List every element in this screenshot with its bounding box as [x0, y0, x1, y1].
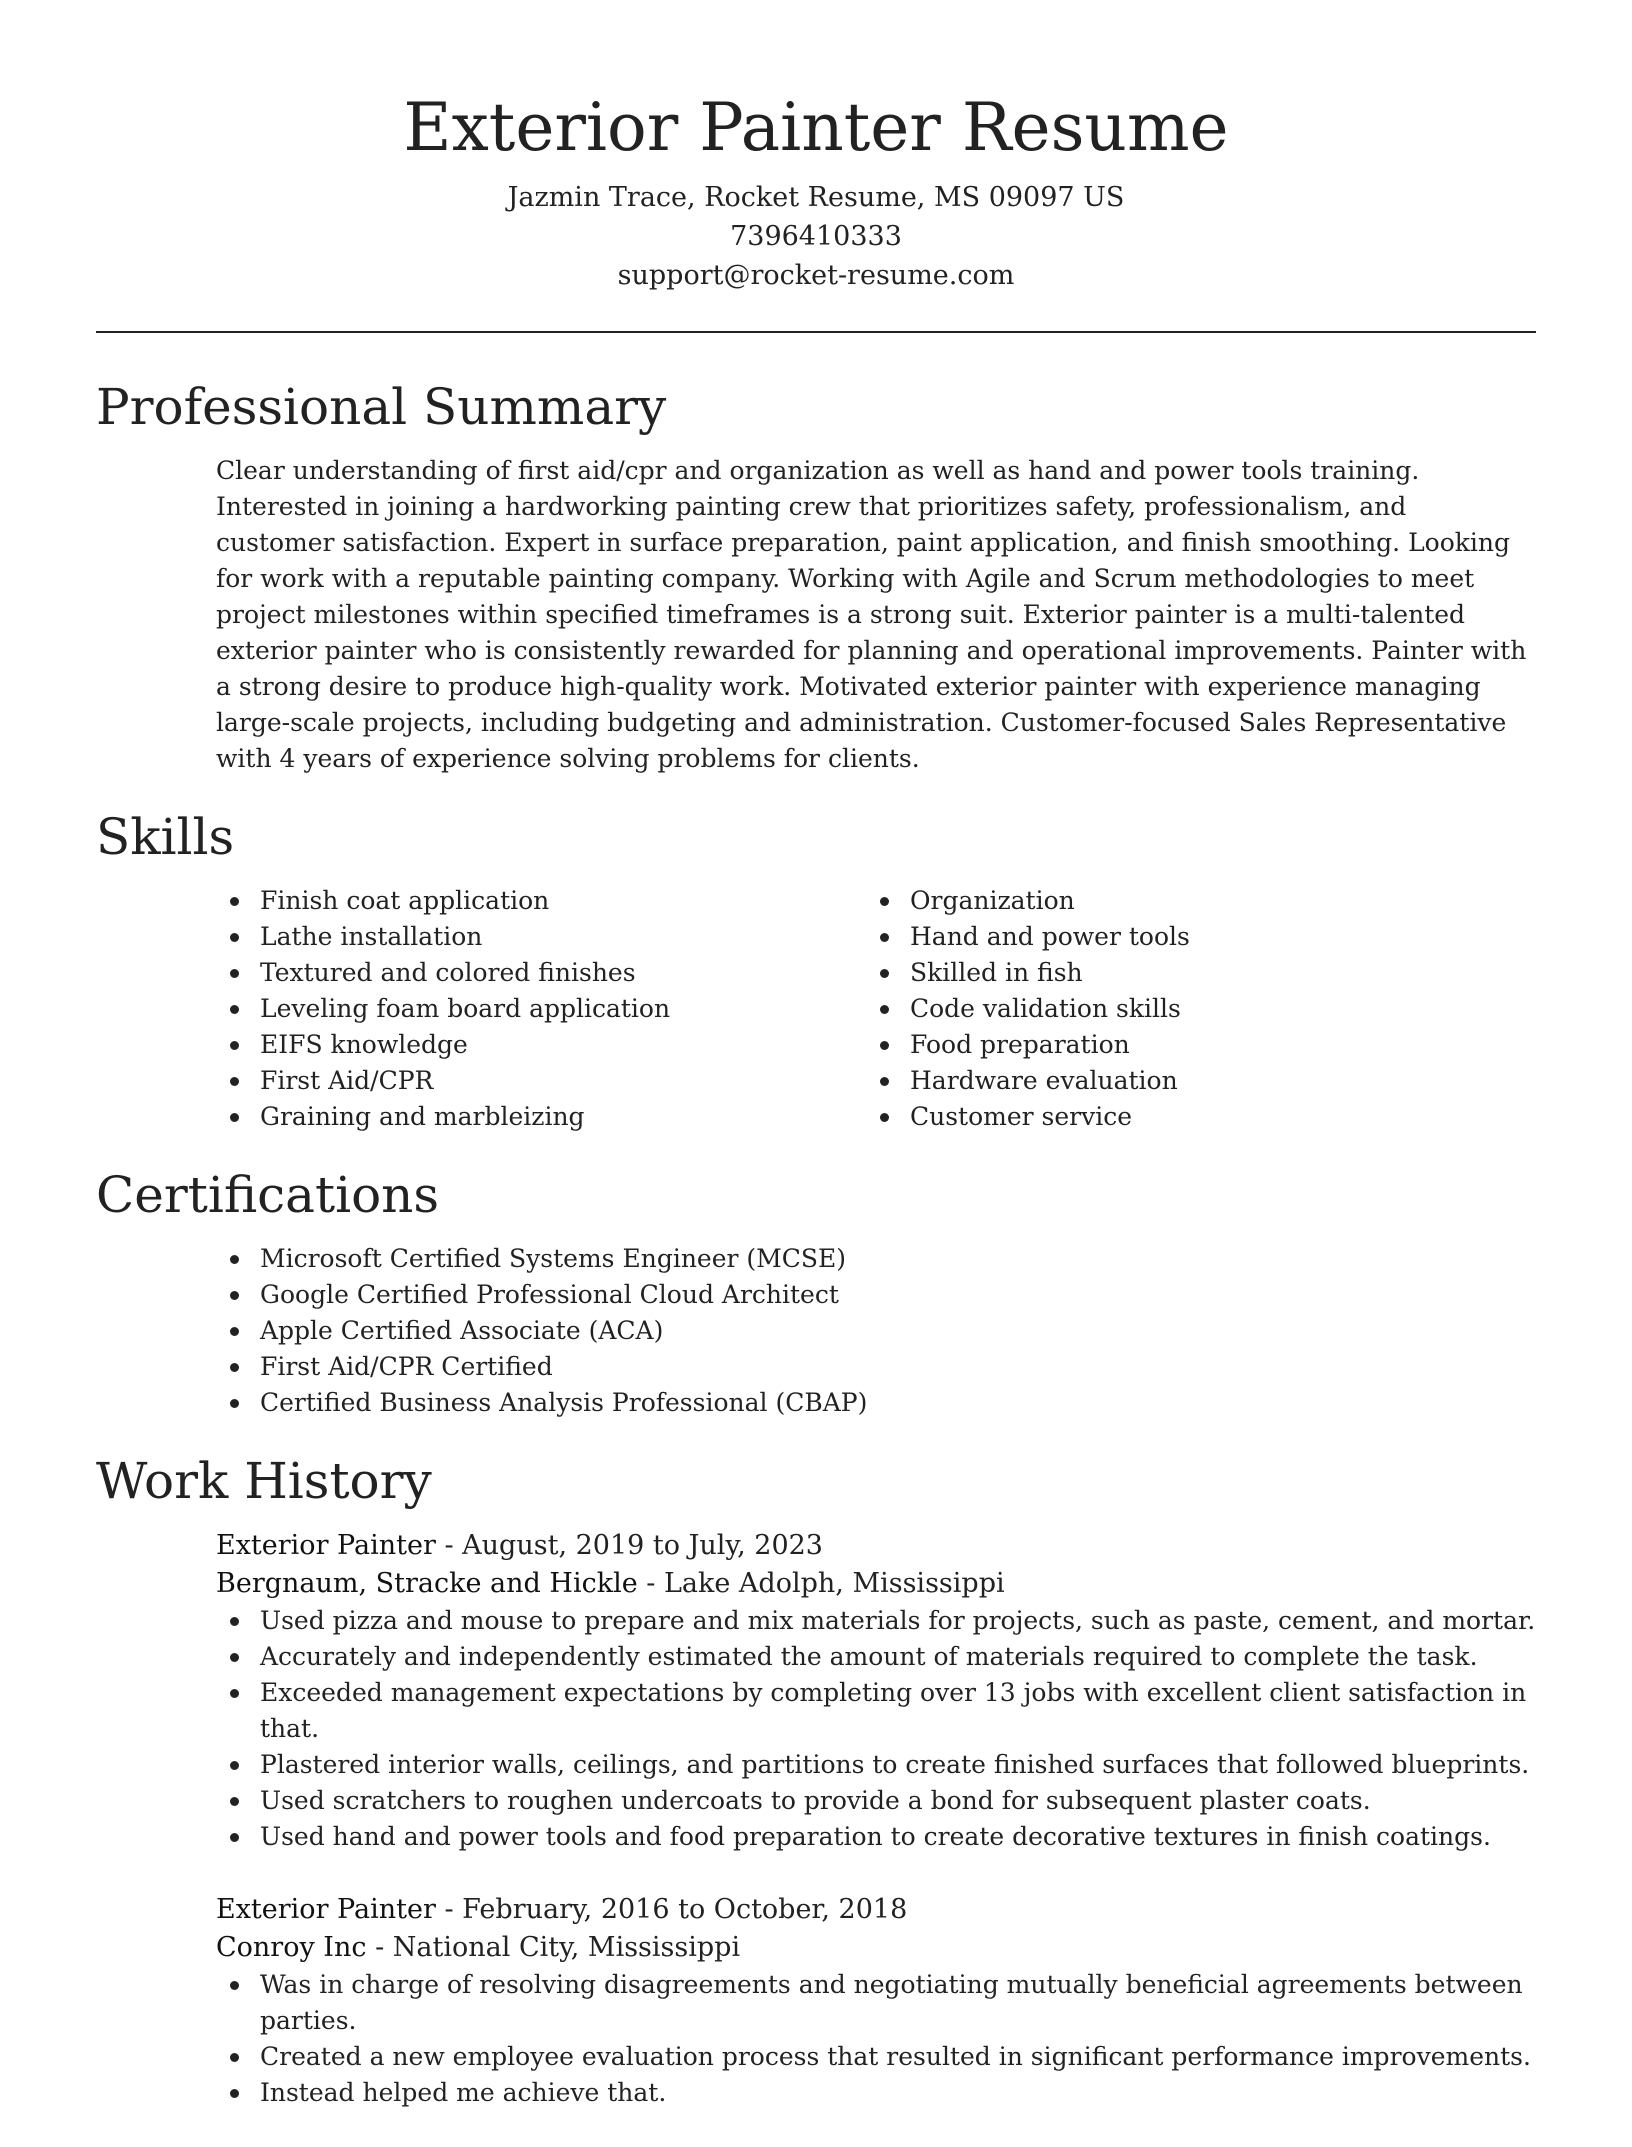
job-company-line: Conroy Inc - National City, Mississippi — [216, 1932, 741, 1963]
resume-title: Exterior Painter Resume — [403, 89, 1229, 166]
job-title-line: Exterior Painter - August, 2019 to July, 2023 — [216, 1530, 823, 1561]
certifications-list — [216, 1241, 1536, 1421]
list-item: Google Certified Professional Cloud Architect — [260, 1277, 1536, 1313]
resume-header — [96, 0, 1536, 295]
list-item: Was in charge of resolving disagreements and negotiating mutually beneficial agreements between parties. — [260, 1967, 1536, 2039]
list-item: Hand and power tools — [910, 919, 1516, 955]
contact-address: Jazmin Trace, Rocket Resume, MS 09097 US — [507, 182, 1125, 213]
certifications-title: Certifications — [96, 1166, 440, 1224]
header-divider — [96, 331, 1536, 333]
list-item: Apple Certified Associate (ACA) — [260, 1313, 1536, 1349]
skills-section — [96, 805, 1536, 1135]
list-item: Used pizza and mouse to prepare and mix materials for projects, such as paste, cement, and mortar. — [260, 1603, 1536, 1639]
list-item: Code validation skills — [910, 991, 1516, 1027]
list-item: Used scratchers to roughen undercoats to provide a bond for subsequent plaster coats. — [260, 1783, 1536, 1819]
job-entry — [216, 1527, 1536, 1855]
contact-phone: 7396410333 — [730, 221, 902, 252]
list-item: Accurately and independently estimated the amount of materials required to complete the task. — [260, 1639, 1536, 1675]
list-item: Skilled in fish — [910, 955, 1516, 991]
list-item: Graining and marbleizing — [260, 1099, 866, 1135]
certifications-section — [96, 1163, 1536, 1421]
list-item: Lathe installation — [260, 919, 866, 955]
job-company: Bergnaum, Stracke and Hickle — [216, 1568, 638, 1599]
contact-email: support@rocket-resume.com — [617, 260, 1015, 291]
job-location: National City, Mississippi — [392, 1932, 741, 1963]
list-item: Leveling foam board application — [260, 991, 866, 1027]
list-item: Customer service — [910, 1099, 1516, 1135]
resume-page — [96, 0, 1536, 2147]
job-position: Exterior Painter — [216, 1530, 436, 1561]
summary-body — [216, 453, 1536, 777]
list-item: Instead helped me achieve that. — [260, 2075, 1536, 2111]
skills-grid — [216, 883, 1536, 1135]
list-item: Hardware evaluation — [910, 1063, 1516, 1099]
list-item: Finish coat application — [260, 883, 866, 919]
job-bullets — [96, 1603, 1536, 1855]
skills-list-left — [216, 883, 866, 1135]
work-history-section — [96, 1449, 1536, 2111]
certifications-body — [216, 1241, 1536, 1421]
skills-column-left — [216, 883, 866, 1135]
skills-title: Skills — [96, 808, 235, 866]
work-history-body — [216, 1527, 1536, 2111]
list-item: Organization — [910, 883, 1516, 919]
summary-text: Clear understanding of first aid/cpr and organization as well as hand and power tools training. Interested in joining a hardworking painting crew that prioritizes safety, professionalism, and customer satisfaction. Expert in surface preparation, paint application, and finish smoothing. Looking for work with a reputable painting company. Working with Agile and Scrum methodologies to meet project milestones within specified timeframes is a strong suit. Exterior painter is a multi-talented exterior painter who is consistently rewarded for planning and operational improvements. Painter with a strong desire to produce high-quality work. Motivated exterior painter with experience managing large-scale projects, including budgeting and administration. Customer-focused Sales Representative with 4 years of experience solving problems for clients. — [216, 456, 1527, 773]
job-title-line: Exterior Painter - February, 2016 to October, 2018 — [216, 1894, 908, 1925]
job-entry — [216, 1891, 1536, 2111]
list-item: EIFS knowledge — [260, 1027, 866, 1063]
job-dates: August, 2019 to July, 2023 — [462, 1530, 823, 1561]
list-item: Used hand and power tools and food preparation to create decorative textures in finish coatings. — [260, 1819, 1536, 1855]
job-company: Conroy Inc — [216, 1932, 367, 1963]
list-item: Certified Business Analysis Professional (CBAP) — [260, 1385, 1536, 1421]
contact-block — [96, 178, 1536, 295]
job-position: Exterior Painter — [216, 1894, 436, 1925]
list-item: First Aid/CPR — [260, 1063, 866, 1099]
list-item: Textured and colored finishes — [260, 955, 866, 991]
job-location: Lake Adolph, Mississippi — [663, 1568, 1005, 1599]
skills-list-right — [866, 883, 1516, 1135]
job-dates: February, 2016 to October, 2018 — [462, 1894, 908, 1925]
list-item: Microsoft Certified Systems Engineer (MCSE) — [260, 1241, 1536, 1277]
summary-section — [96, 375, 1536, 777]
skills-column-right — [866, 883, 1516, 1135]
list-item: Created a new employee evaluation process that resulted in significant performance improvements. — [260, 2039, 1536, 2075]
list-item: First Aid/CPR Certified — [260, 1349, 1536, 1385]
job-company-line: Bergnaum, Stracke and Hickle - Lake Adolph, Mississippi — [216, 1568, 1005, 1599]
list-item: Exceeded management expectations by completing over 13 jobs with excellent client satisfaction in that. — [260, 1675, 1536, 1747]
work-history-title: Work History — [96, 1452, 432, 1510]
summary-title: Professional Summary — [96, 378, 667, 436]
list-item: Plastered interior walls, ceilings, and partitions to create finished surfaces that followed blueprints. — [260, 1747, 1536, 1783]
job-bullets — [96, 1967, 1536, 2111]
list-item: Food preparation — [910, 1027, 1516, 1063]
